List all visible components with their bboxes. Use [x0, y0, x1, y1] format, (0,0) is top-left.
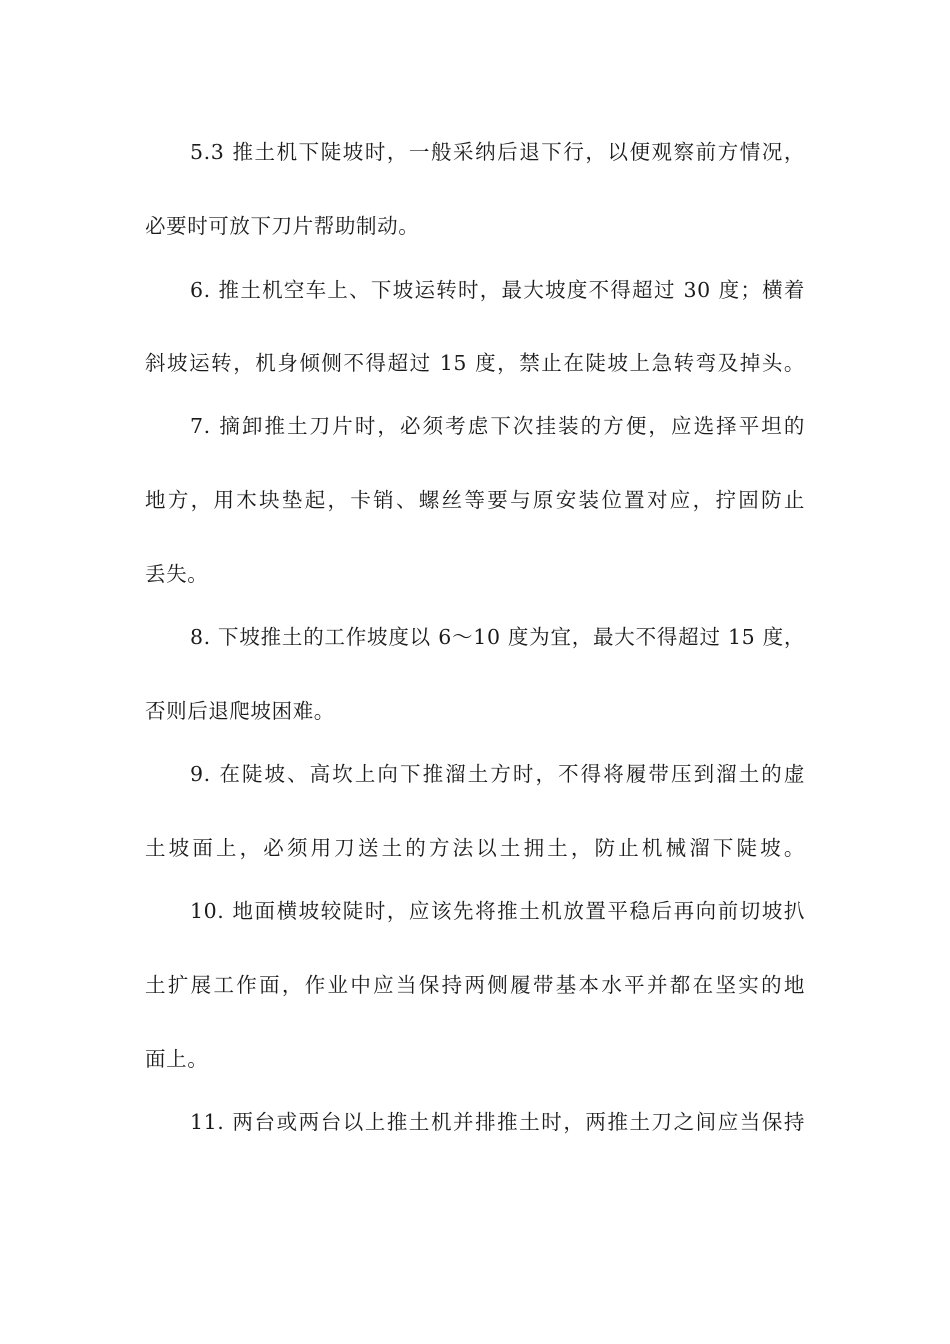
paragraph-7-line-3: 丢失。: [145, 562, 209, 586]
paragraph-5-3-line-2: 必要时可放下刀片帮助制动。: [145, 214, 420, 238]
paragraph-10-line-2: 土扩展工作面，作业中应当保持两侧履带基本水平并都在坚实的地: [145, 973, 805, 997]
paragraph-10-line-1: 10. 地面横坡较陡时，应该先将推土机放置平稳后再向前切坡扒: [190, 899, 805, 923]
paragraph-5-3-line-1: 5.3 推土机下陡坡时，一般采纳后退下行，以便观察前方情况，: [190, 140, 805, 164]
paragraph-8-line-2: 否则后退爬坡困难。: [145, 699, 335, 723]
paragraph-9-line-1: 9. 在陡坡、高坎上向下推溜土方时，不得将履带压到溜土的虚: [190, 762, 805, 786]
paragraph-9-line-2: 土坡面上，必须用刀送土的方法以土拥土，防止机械溜下陡坡。: [145, 836, 805, 860]
paragraph-6-line-2: 斜坡运转，机身倾侧不得超过 15 度，禁止在陡坡上急转弯及掉头。: [145, 351, 805, 375]
paragraph-10-line-3: 面上。: [145, 1047, 209, 1071]
paragraph-11-line-1: 11. 两台或两台以上推土机并排推土时，两推土刀之间应当保持: [190, 1110, 805, 1134]
paragraph-7-line-2: 地方，用木块垫起，卡销、螺丝等要与原安装位置对应，拧固防止: [145, 488, 805, 512]
paragraph-8-line-1: 8. 下坡推土的工作坡度以 6～10 度为宜，最大不得超过 15 度，: [190, 625, 805, 649]
paragraph-7-line-1: 7. 摘卸推土刀片时，必须考虑下次挂装的方便，应选择平坦的: [190, 414, 805, 438]
paragraph-6-line-1: 6. 推土机空车上、下坡运转时，最大坡度不得超过 30 度；横着: [190, 278, 805, 302]
